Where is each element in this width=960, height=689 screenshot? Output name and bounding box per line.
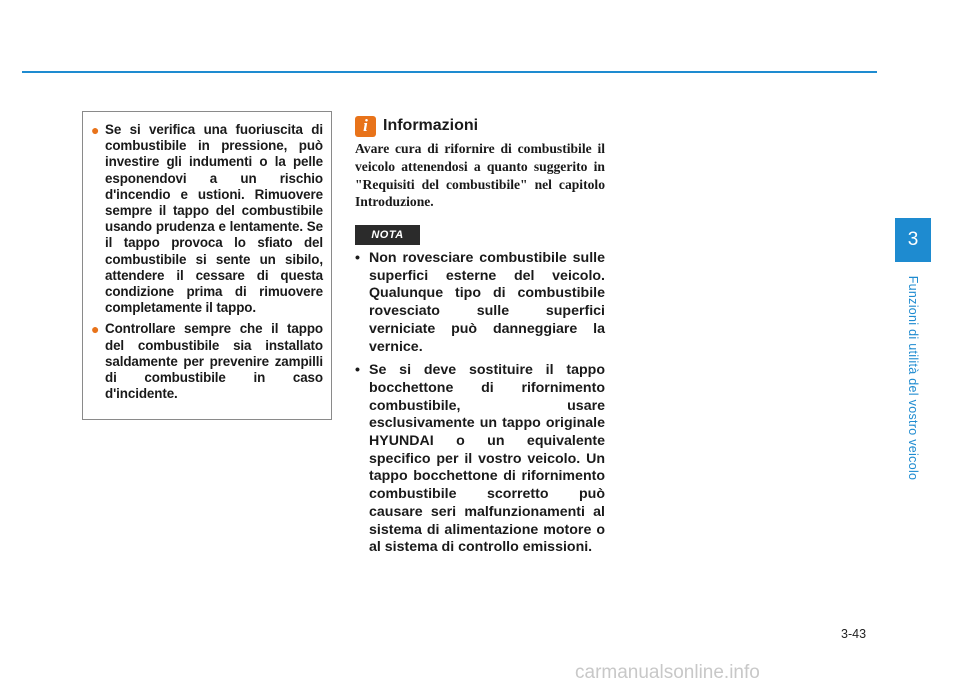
chapter-tab: 3 [895, 218, 931, 262]
nota-item-text: Non rovesciare combustibile sulle superfici esterne del veicolo. Qualunque tipo di combustibile rovesciato sulle superfici verniciate può danneggiare la vernice. [369, 250, 605, 355]
header-rule [22, 71, 877, 73]
page-number: 3-43 [841, 627, 867, 641]
watermark-text: carmanualsonline.info [575, 662, 760, 683]
section-title: Funzioni di utilità del vostro veicolo [906, 275, 920, 481]
warning-item [91, 122, 323, 316]
info-header [355, 115, 478, 137]
bullet-icon: • [355, 250, 360, 266]
warning-list [91, 122, 323, 402]
bullet-icon: ● [91, 321, 100, 338]
warning-box [82, 111, 332, 420]
info-icon: i [355, 116, 376, 137]
nota-list [355, 250, 605, 563]
nota-item-text: Se si deve sostituire il tappo bocchettone di rifornimento combustibile, usare esclusivamente un tappo originale HYUNDAI o un equivalente specifico per il vostro veicolo. Un tappo bocchettone di rifornimento combustibile scorretto può causare seri malfunzionamenti al sistema di alimentazione motore o al sistema di controllo emissioni. [369, 362, 605, 556]
info-title: Informazioni [383, 117, 479, 134]
nota-item [355, 362, 605, 557]
bullet-icon: • [355, 362, 360, 379]
nota-item [355, 250, 605, 356]
warning-item [91, 321, 323, 402]
info-body: Avare cura di rifornire di combustibile il veicolo attenendosi a quanto suggerito in "Requisiti del combustibile" nel capitolo Introduzione. [355, 141, 605, 210]
warning-item-text: Controllare sempre che il tappo del combustibile sia installato saldamente per prevenire zampilli di combustibile in caso d'incidente. [105, 321, 323, 402]
warning-item-text: Se si verifica una fuoriuscita di combustibile in pressione, può investire gli indumenti o la pelle esponendovi a un rischio d'incendio e ustioni. Rimuovere sempre il tappo del combustibile usando prudenza e lentamente. Se il tappo provoca lo sfiato del combustibile si sente un sibilo, attendere il cessare di questa condizione prima di rimuovere completamente il tappo. [105, 122, 323, 316]
bullet-icon: ● [91, 122, 100, 138]
nota-badge: NOTA [355, 225, 420, 245]
